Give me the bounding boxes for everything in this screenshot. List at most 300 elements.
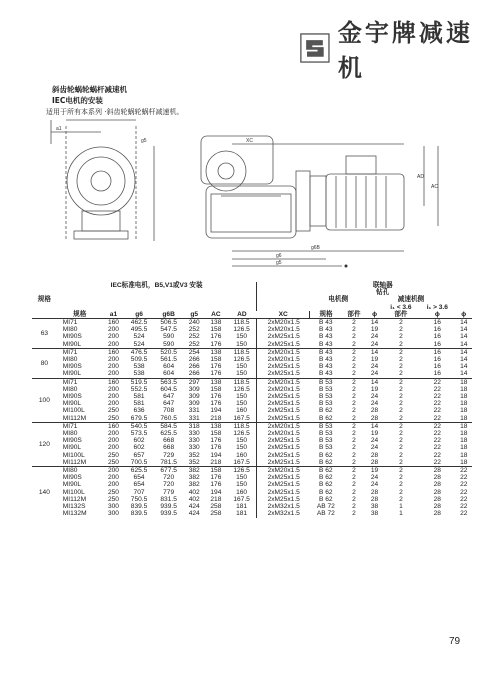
table-cell: 330 xyxy=(188,437,200,445)
table-cell: 720 xyxy=(163,481,175,489)
table-cell: 2 xyxy=(383,319,419,327)
table-cell: 28 xyxy=(433,488,441,496)
model-cell: MI90S xyxy=(62,474,82,482)
col-header: ϕ xyxy=(461,310,467,318)
table-cell: 781.5 xyxy=(160,458,177,466)
table-cell: B 53 xyxy=(319,385,333,393)
table-cell: 200 xyxy=(107,393,119,401)
table-cell: 16 xyxy=(433,340,441,348)
model-cell: MI90L xyxy=(62,340,82,348)
table-cell: 2 xyxy=(342,348,367,356)
table-cell: 18 xyxy=(460,444,468,452)
table-cell: 200 xyxy=(107,370,119,378)
table-row xyxy=(32,459,472,467)
table-cell: 668 xyxy=(163,444,175,452)
table-cell: 118.5 xyxy=(227,378,257,386)
table-cell: 176 xyxy=(210,363,222,371)
table-cell: 2 xyxy=(352,430,356,438)
table-cell: 254 xyxy=(183,348,205,356)
table-cell: 176 xyxy=(210,474,222,482)
table-cell: 24 xyxy=(370,393,379,401)
table-cell: 2 xyxy=(352,503,356,511)
table-cell: 16 xyxy=(419,319,455,327)
table-cell: 200 xyxy=(107,437,119,445)
table-cell: 2 xyxy=(383,467,419,475)
table-cell: 16 xyxy=(433,356,441,364)
col-header: g5 xyxy=(190,310,199,318)
table-cell: 2xM25x1.5 xyxy=(257,444,310,451)
table-cell: 24 xyxy=(370,363,379,371)
table-cell: 2 xyxy=(352,444,356,452)
table-cell: 402 xyxy=(188,488,200,496)
table-cell: 176 xyxy=(210,393,222,401)
table-cell: 547.5 xyxy=(160,326,177,334)
brand-header xyxy=(300,18,480,82)
table-cell: 2xM20x1.5 xyxy=(257,467,310,475)
label-g6b: g6B xyxy=(311,245,320,251)
table-cell: 2 xyxy=(399,430,403,438)
table-cell: 150 xyxy=(236,474,248,482)
model-cell: MI112M xyxy=(62,495,87,503)
col-header: XC xyxy=(278,310,288,318)
table-cell: 708 xyxy=(163,407,175,415)
col-header: a1 xyxy=(109,310,118,318)
table-row xyxy=(32,437,472,444)
table-cell: 2xM25x1.5 xyxy=(257,496,310,503)
table-row xyxy=(32,452,472,459)
table-cell: 200 xyxy=(107,385,119,393)
table-cell: 2xM25x1.5 xyxy=(257,437,310,444)
table-row xyxy=(32,378,472,386)
table-cell: 22 xyxy=(433,385,441,393)
table-cell: 22 xyxy=(419,378,455,386)
table-cell: 520.5 xyxy=(154,348,184,356)
table-cell: 720 xyxy=(163,474,175,482)
table-cell: 1 xyxy=(399,510,403,518)
table-cell: 2 xyxy=(399,474,403,482)
brand-name: 金宇牌减速机 xyxy=(337,18,473,82)
table-cell: 668 xyxy=(163,437,175,445)
table-row xyxy=(32,496,472,503)
table-cell: 831.5 xyxy=(160,495,177,503)
table-cell: 160 xyxy=(103,422,125,430)
table-row xyxy=(32,400,472,407)
table-cell: 524 xyxy=(133,333,145,341)
table-cell: 602 xyxy=(133,444,145,452)
table-cell: 18 xyxy=(460,437,468,445)
table-cell: 16 xyxy=(433,333,441,341)
spec-table xyxy=(32,282,472,518)
table-cell: 22 xyxy=(460,488,468,496)
table-cell: 352 xyxy=(188,458,200,466)
table-cell: 14 xyxy=(366,319,382,327)
table-cell: 16 xyxy=(419,348,455,356)
table-cell: B 43 xyxy=(310,348,342,356)
table-cell: 14 xyxy=(366,348,382,356)
table-cell: B 53 xyxy=(319,393,333,401)
table-cell: B 53 xyxy=(319,444,333,452)
table-row xyxy=(32,489,472,496)
table-cell: 14 xyxy=(460,333,468,341)
table-cell: 424 xyxy=(188,503,200,511)
table-cell: 2 xyxy=(399,488,403,496)
table-cell: 200 xyxy=(107,444,119,452)
table-cell: 2 xyxy=(352,481,356,489)
model-cell: MI90S xyxy=(62,333,82,341)
table-cell: 200 xyxy=(107,474,119,482)
table-cell: B 53 xyxy=(319,400,333,408)
label-a1: a1 xyxy=(56,126,62,132)
table-cell: 158 xyxy=(205,467,227,475)
table-cell: 2xM25x1.5 xyxy=(257,370,310,378)
table-cell: 750.5 xyxy=(130,495,148,503)
table-cell: 779 xyxy=(163,488,175,496)
table-cell: 2 xyxy=(399,393,403,401)
table-row xyxy=(32,319,472,327)
table-cell: 509.5 xyxy=(130,356,148,364)
table-cell: 138 xyxy=(205,319,227,327)
table-cell: 2 xyxy=(399,407,403,415)
table-cell: 250 xyxy=(107,488,119,496)
table-cell: 602 xyxy=(133,437,145,445)
table-cell: B 62 xyxy=(319,458,333,466)
col-header: 规格 xyxy=(73,310,87,318)
table-cell: 561.5 xyxy=(160,356,177,364)
table-cell: 18 xyxy=(460,400,468,408)
table-cell: 604 xyxy=(163,363,175,371)
table-row xyxy=(32,510,472,517)
table-cell: B 53 xyxy=(310,422,342,430)
table-cell: 2 xyxy=(399,458,403,466)
table-cell: 2 xyxy=(399,437,403,445)
table-row xyxy=(32,481,472,488)
table-cell: 258 xyxy=(210,503,222,511)
table-cell: 679.5 xyxy=(130,414,148,422)
table-cell: 382 xyxy=(188,474,200,482)
table-cell: 2 xyxy=(352,474,356,482)
table-cell: 22 xyxy=(456,467,472,475)
table-cell: 38 xyxy=(370,510,379,518)
column-header-row xyxy=(32,311,472,319)
table-cell: 647 xyxy=(163,393,175,401)
table-cell: 160 xyxy=(236,407,248,415)
table-cell: 2xM25x1.5 xyxy=(257,341,310,349)
model-cell: MI112M xyxy=(62,414,87,422)
table-cell: 158 xyxy=(210,385,222,393)
table-cell: 150 xyxy=(236,481,248,489)
table-cell: 2xM25x1.5 xyxy=(257,333,310,340)
table-cell: 22 xyxy=(460,474,468,482)
label-g5: g5 xyxy=(276,260,282,266)
table-cell: 538 xyxy=(133,363,145,371)
table-cell: 252 xyxy=(188,326,200,334)
table-cell: 581 xyxy=(133,393,145,401)
table-cell: 300 xyxy=(107,503,119,511)
table-row xyxy=(32,363,472,370)
table-cell: 138 xyxy=(205,378,227,386)
table-cell: 138 xyxy=(205,422,227,430)
table-cell: 2 xyxy=(342,422,367,430)
table-cell: 2 xyxy=(352,437,356,445)
table-row xyxy=(32,356,472,363)
table-cell: 158 xyxy=(210,430,222,438)
table-cell: 14 xyxy=(460,356,468,364)
model-cell: MI100L xyxy=(62,451,85,459)
table-cell: 167.5 xyxy=(233,458,250,466)
table-cell: 22 xyxy=(433,458,441,466)
table-cell: 2 xyxy=(352,407,356,415)
table-cell: 160 xyxy=(103,348,125,356)
table-cell: 167.5 xyxy=(233,414,250,422)
table-cell: 218 xyxy=(210,414,222,422)
table-cell: B 53 xyxy=(319,437,333,445)
head-gauge: 规格 xyxy=(37,296,51,304)
table-cell: 118.5 xyxy=(227,319,257,327)
table-cell: 625.5 xyxy=(124,467,154,475)
table-cell: 19 xyxy=(370,356,379,364)
table-cell: 22 xyxy=(433,400,441,408)
table-cell: 2xM25x1.5 xyxy=(257,393,310,400)
table-cell: 590 xyxy=(163,333,175,341)
table-cell: 506.5 xyxy=(154,319,184,327)
table-cell: 552.5 xyxy=(130,385,148,393)
table-cell: 118.5 xyxy=(227,422,257,430)
table-cell: 200 xyxy=(107,481,119,489)
col-header: AD xyxy=(237,310,247,318)
table-row xyxy=(32,474,472,481)
table-cell: 573.5 xyxy=(130,430,148,438)
table-cell: 636 xyxy=(133,407,145,415)
table-row xyxy=(32,415,472,423)
table-cell: 250 xyxy=(107,451,119,459)
page-subtitle: IEC电机的安装 xyxy=(52,96,103,105)
table-cell: 2 xyxy=(352,495,356,503)
table-cell: 181 xyxy=(236,503,248,511)
table-cell: 2 xyxy=(352,385,356,393)
table-row xyxy=(32,341,472,349)
table-cell: 2 xyxy=(352,326,356,334)
table-cell: 22 xyxy=(433,437,441,445)
model-cell: MI90S xyxy=(62,437,82,445)
table-cell: 2xM32x1.5 xyxy=(257,510,310,517)
table-cell: 28 xyxy=(433,503,441,511)
table-cell: 24 xyxy=(370,400,379,408)
table-cell: 2 xyxy=(352,340,356,348)
model-cell: MI71 xyxy=(57,319,103,327)
table-cell: 2 xyxy=(342,467,367,475)
group-size: 100 xyxy=(32,378,57,422)
table-cell: 584.5 xyxy=(154,422,184,430)
table-row xyxy=(32,348,472,356)
page-number: 79 xyxy=(449,636,461,647)
table-cell: 677.5 xyxy=(154,467,184,475)
model-cell: MI80 xyxy=(62,356,78,364)
table-cell: 28 xyxy=(433,495,441,503)
table-cell: 2 xyxy=(352,488,356,496)
table-cell: 150 xyxy=(236,340,248,348)
table-cell: B 62 xyxy=(319,407,333,415)
table-cell: 250 xyxy=(107,407,119,415)
table-cell: 2xM25x1.5 xyxy=(257,407,310,414)
col-header: AC xyxy=(211,310,221,318)
table-cell: 2 xyxy=(352,370,356,378)
table-cell: 22 xyxy=(460,481,468,489)
table-cell: B 43 xyxy=(319,356,333,364)
table-cell: 2 xyxy=(399,444,403,452)
model-cell: MI90S xyxy=(62,393,82,401)
table-cell: 18 xyxy=(460,407,468,415)
table-cell: 250 xyxy=(107,458,119,466)
table-cell: 22 xyxy=(433,451,441,459)
table-cell: B 62 xyxy=(319,488,333,496)
table-cell: 150 xyxy=(236,400,248,408)
table-cell: 2 xyxy=(399,356,403,364)
table-cell: 19 xyxy=(370,385,379,393)
model-cell: MI90L xyxy=(62,400,82,408)
table-cell: 176 xyxy=(210,370,222,378)
table-cell: B 53 xyxy=(310,378,342,386)
table-cell: 28 xyxy=(433,481,441,489)
table-cell: 2 xyxy=(399,385,403,393)
table-cell: B 43 xyxy=(319,340,333,348)
model-cell: MI71 xyxy=(57,348,103,356)
table-cell: 22 xyxy=(433,393,441,401)
table-cell: 138 xyxy=(205,348,227,356)
table-cell: AB 72 xyxy=(316,503,335,511)
table-cell: 2 xyxy=(399,340,403,348)
table-cell: 300 xyxy=(107,510,119,518)
table-cell: 24 xyxy=(370,481,379,489)
group-size: 80 xyxy=(32,348,57,378)
model-cell: MI80 xyxy=(57,467,103,475)
model-cell: MI80 xyxy=(62,430,78,438)
table-cell: B 43 xyxy=(319,363,333,371)
table-cell: 240 xyxy=(183,319,205,327)
table-cell: 16 xyxy=(433,370,441,378)
table-cell: 14 xyxy=(366,422,382,430)
head-iec: IEC标准电机，B5,V1或V3 安装 xyxy=(110,282,203,289)
table-cell: B 62 xyxy=(319,414,333,422)
table-cell: 2xM32x1.5 xyxy=(257,503,310,510)
table-cell: 22 xyxy=(419,422,455,430)
table-cell: 382 xyxy=(188,481,200,489)
table-cell: 2 xyxy=(352,510,356,518)
table-cell: 2xM25x1.5 xyxy=(257,459,310,467)
table-cell: 2 xyxy=(383,422,419,430)
table-cell: 318 xyxy=(183,422,205,430)
table-cell: 126.5 xyxy=(233,385,250,393)
table-cell: 252 xyxy=(188,333,200,341)
table-cell: 2 xyxy=(342,378,367,386)
table-cell: B 62 xyxy=(319,495,333,503)
table-cell: 28 xyxy=(370,488,379,496)
table-cell: 2 xyxy=(352,458,356,466)
table-cell: 700.5 xyxy=(130,458,148,466)
table-cell: 16 xyxy=(433,326,441,334)
table-cell: B 62 xyxy=(319,474,333,482)
table-cell: 2xM25x1.5 xyxy=(257,363,310,370)
model-cell: MI132S xyxy=(62,503,86,511)
table-row xyxy=(32,503,472,510)
table-cell: 200 xyxy=(107,333,119,341)
table-cell: 18 xyxy=(456,378,472,386)
table-cell: 839.5 xyxy=(130,510,148,518)
table-cell: 2 xyxy=(352,363,356,371)
table-cell: 331 xyxy=(188,414,200,422)
table-cell: 181 xyxy=(236,510,248,518)
table-cell: 2xM20x1.5 xyxy=(257,430,310,437)
table-cell: 2 xyxy=(383,348,419,356)
table-cell: 19 xyxy=(366,467,382,475)
table-cell: 18 xyxy=(460,458,468,466)
table-cell: 18 xyxy=(456,422,472,430)
table-cell: 28 xyxy=(370,407,379,415)
table-cell: 200 xyxy=(107,326,119,334)
model-cell: MI100L xyxy=(62,488,85,496)
head-coupling: 联轴器 xyxy=(372,282,393,289)
label-g5-side: g5 xyxy=(141,138,147,144)
table-cell: 2 xyxy=(399,370,403,378)
table-row xyxy=(32,444,472,451)
page-title: 斜齿轮蜗轮蜗杆减速机 xyxy=(52,85,127,94)
table-cell: 18 xyxy=(460,430,468,438)
table-cell: 2 xyxy=(352,414,356,422)
table-cell: 160 xyxy=(103,378,125,386)
table-cell: 2 xyxy=(342,319,367,327)
model-cell: MI90L xyxy=(62,481,82,489)
table-cell: 495.5 xyxy=(130,326,148,334)
table-cell: 24 xyxy=(370,370,379,378)
table-cell: 150 xyxy=(236,393,248,401)
table-cell: 126.5 xyxy=(227,467,257,475)
table-cell: 218 xyxy=(210,495,222,503)
table-cell: 24 xyxy=(370,444,379,452)
col-header: 规格 xyxy=(310,311,342,319)
table-cell: 297 xyxy=(183,378,205,386)
table-cell: 2xM20x1.5 xyxy=(257,386,310,393)
table-cell: 266 xyxy=(188,370,200,378)
model-cell: MI90L xyxy=(62,444,82,452)
model-cell: MI71 xyxy=(57,378,103,386)
table-cell: 250 xyxy=(107,414,119,422)
table-cell: 18 xyxy=(460,451,468,459)
model-cell: MI132M xyxy=(62,510,87,518)
table-row xyxy=(32,430,472,437)
table-cell: 2xM25x1.5 xyxy=(257,415,310,423)
table-cell: 2xM25x1.5 xyxy=(257,489,310,496)
table-cell: 160 xyxy=(236,451,248,459)
col-header: ϕ xyxy=(372,310,378,318)
table-cell: 563.5 xyxy=(154,378,184,386)
table-cell: 28 xyxy=(419,467,455,475)
table-cell: 218 xyxy=(210,458,222,466)
col-header: g6 xyxy=(135,310,143,318)
table-cell: 24 xyxy=(370,333,379,341)
col-header: 部件 xyxy=(394,310,408,318)
head-motor-side: 电机侧 xyxy=(328,296,349,304)
table-cell: 22 xyxy=(460,510,468,518)
table-cell: 2 xyxy=(352,393,356,401)
table-cell: B 43 xyxy=(319,333,333,341)
table-cell: 28 xyxy=(370,458,379,466)
table-cell: 24 xyxy=(370,437,379,445)
table-cell: 200 xyxy=(103,467,125,475)
table-cell: 2 xyxy=(352,451,356,459)
table-cell: 28 xyxy=(370,414,379,422)
table-cell: 14 xyxy=(460,326,468,334)
table-cell: 200 xyxy=(107,400,119,408)
table-cell: 126.5 xyxy=(233,430,250,438)
